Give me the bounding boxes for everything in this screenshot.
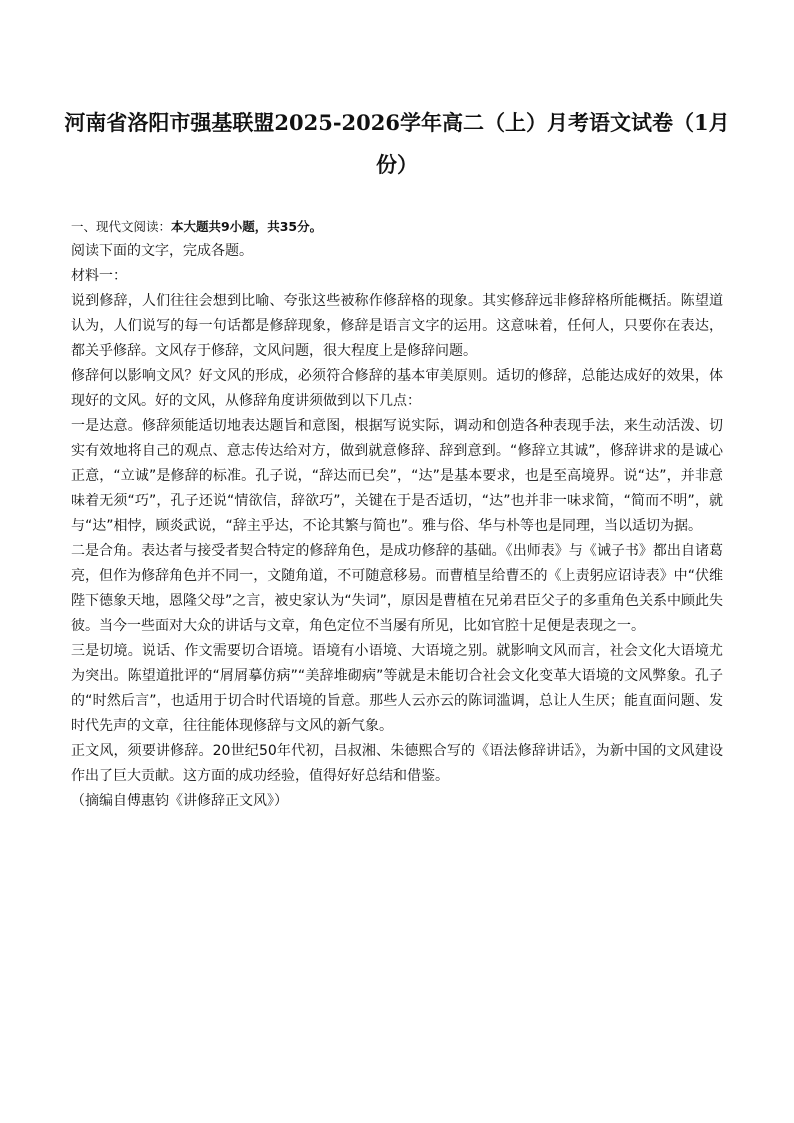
paragraph-4: 二是合角。表达者与接受者契合特定的修辞角色，是成功修辞的基础。《出师表》与《诫子书》都出自诸葛亮，但作为修辞角色并不同一，文随角道，不可随意移易。而曹植呈给曹丕的《上责躬应诏诗表》中“伏维陛下德象天地，恩隆父母”之言，被史家认为“失词”，原因是曹植在兄弟君臣父子的多重角色关系中顾此失彼。当今一些面对大众的讲话与文章，角色定位不当屡有所见，比如官腔十足便是表现之一。	[71, 543, 723, 634]
page-title: 河南省洛阳市强基联盟2025-2026学年高二（上）月考语文试卷（1月份）	[64, 110, 730, 177]
paragraph-1: 说到修辞，人们往往会想到比喻、夸张这些被称作修辞格的现象。其实修辞远非修辞格所能概括。陈望道认为，人们说写的每一句话都是修辞现象，修辞是语言文字的运用。这意味着，任何人，只要你在表达，都关乎修辞。文风存于修辞，文风问题，很大程度上是修辞问题。	[71, 293, 723, 359]
section-description: 本大题共9小题，共35分。	[171, 219, 323, 234]
paragraph-3: 一是达意。修辞须能适切地表达题旨和意图，根据写说实际，调动和创造各种表现手法，来生动活泼、切实有效地将自己的观点、意志传达给对方，做到就意修辞、辞到意到。“修辞立其诚”，修辞讲求的是诚心正意，“立诚”是修辞的标准。孔子说，“辞达而已矣”，“达”是基本要求，也是至高境界。说“达”，并非意味着无须“巧”，孔子还说“情欲信，辞欲巧”，关键在于是否适切，“达”也并非一味求简，“简而不明”，就与“达”相悖，顾炎武说，“辞主乎达，不论其繁与简也”。雅与俗、华与朴等也是同理，当以适切为据。	[71, 418, 723, 534]
paragraph-5: 三是切境。说话、作文需要切合语境。语境有小语境、大语境之别。就影响文风而言，社会文化大语境尤为突出。陈望道批评的“屑屑摹仿病”“美辞堆砌病”等就是未能切合社会文化变革大语境的文风弊象。孔子的“时然后言”，也适用于切合时代语境的旨意。那些人云亦云的陈词滥调，总让人生厌；能直面问题、发时代先声的文章，往往能体现修辞与文风的新气象。	[71, 643, 723, 734]
instruction-text: 阅读下面的文字，完成各题。	[71, 243, 253, 259]
paragraph-2: 修辞何以影响文风？好文风的形成，必须符合修辞的基本审美原则。适切的修辞，总能达成好的效果，体现好的文风。好的文风，从修辞角度讲须做到以下几点：	[71, 368, 723, 409]
paragraph-6: 正文风，须要讲修辞。20世纪50年代初，吕叔湘、朱德熙合写的《语法修辞讲话》，为新中国的文风建设作出了巨大贡献。这方面的成功经验，值得好好总结和借鉴。	[71, 743, 723, 784]
document-body	[71, 214, 723, 814]
section-label: 一、现代文阅读：	[71, 219, 172, 234]
source-citation: （摘编自傅惠钧《讲修辞正文风》）	[71, 793, 288, 809]
section-heading	[71, 214, 723, 239]
material-label: 材料一：	[71, 268, 127, 284]
